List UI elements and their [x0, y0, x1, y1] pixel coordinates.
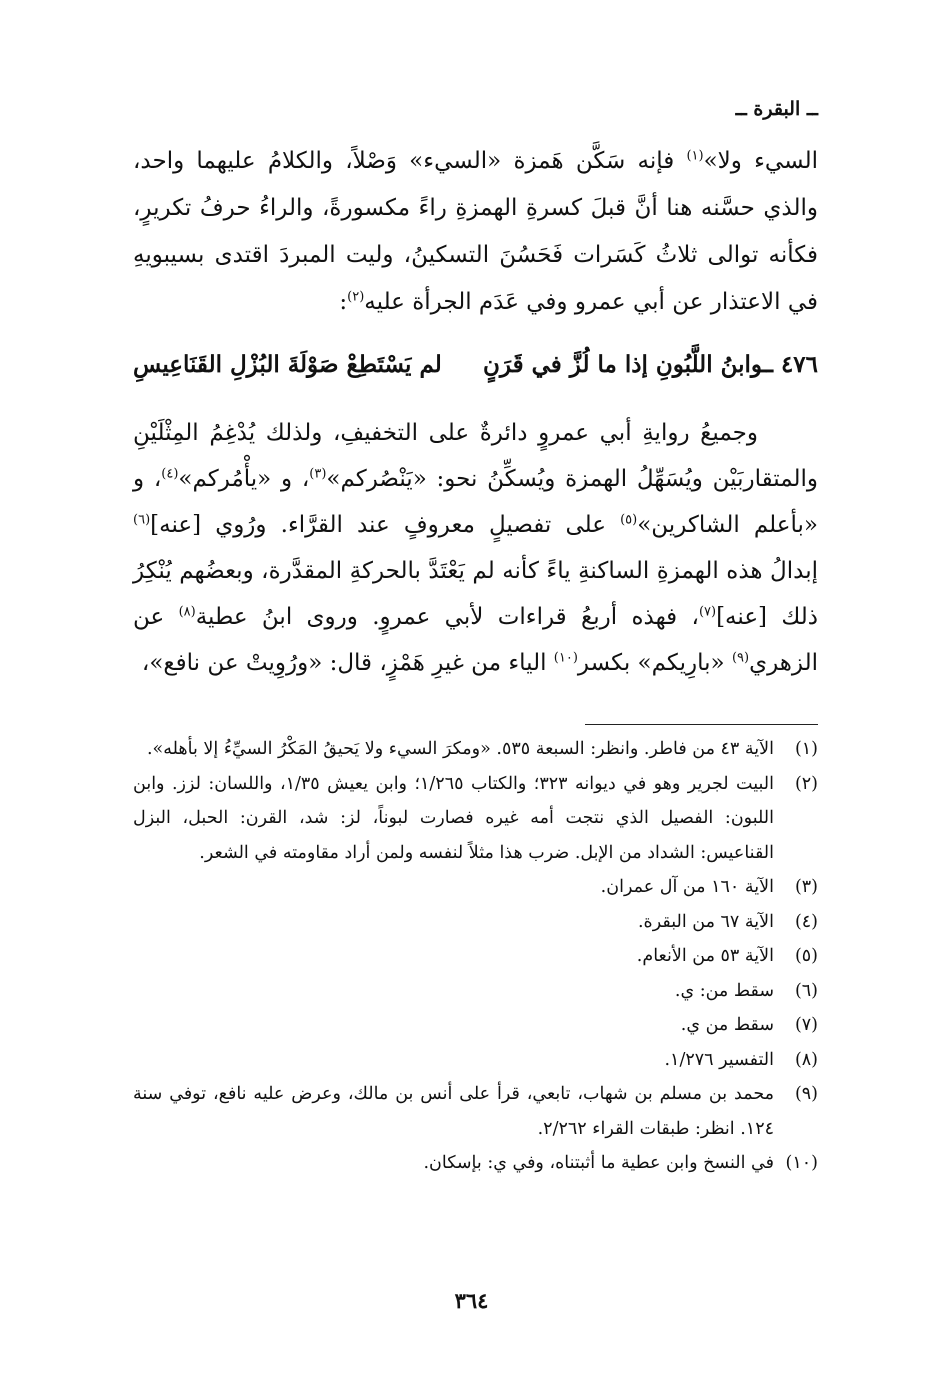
- footnote-ref-7[interactable]: (٧): [698, 604, 717, 620]
- footnote-ref-4[interactable]: (٤): [161, 466, 179, 482]
- page-number: ٣٦٤: [454, 1288, 489, 1313]
- footnote-ref-5[interactable]: (٥): [620, 512, 638, 528]
- text-run: ، فهذه أربعُ قراءات لأبي عمروٍ. وروى ابنُ عطية: [195, 604, 699, 630]
- verse-second-hemistich: لم يَسْتَطِعْ صَوْلَةَ البُزْلِ القَنَاعِيسِ: [133, 351, 442, 378]
- footnote-ref-2[interactable]: (٢): [347, 289, 365, 305]
- footnote-ref-8[interactable]: (٨): [178, 604, 196, 620]
- footnote-number: (٧): [794, 1015, 818, 1035]
- footnote-separator: [585, 724, 818, 725]
- footnote-text: التفسير ١/٢٧٦.: [664, 1049, 774, 1070]
- text-run: :: [339, 289, 348, 315]
- footnote-item: [133, 1043, 818, 1078]
- footnote-ref-9[interactable]: (٩): [731, 650, 750, 666]
- verse-number: ٤٧٦ ــ: [759, 351, 818, 378]
- text-run: ، و «بأعلم الشاكرين»: [133, 466, 819, 538]
- footnote-text: سقط من ي.: [680, 1015, 774, 1035]
- footnote-item: [133, 1008, 818, 1043]
- text-run: الياء من غيرِ هَمْزٍ، قال: «ورُوِيتْ عن نافع»،: [141, 650, 554, 676]
- footnote-item: [133, 1077, 818, 1146]
- running-head: ــ البقرة ــ: [735, 98, 818, 120]
- text-run: «بارِيكم» بكسر: [577, 650, 732, 676]
- text-run: إبدالُ هذه الهمزةِ الساكنةِ ياءً كأنه لم يَعْتَدَّ بالحركةِ المقدَّرة، وبعضُهم يُنْكِرُ ذلك [عنه]: [133, 558, 818, 630]
- footnote-ref-1[interactable]: (١): [686, 148, 704, 164]
- footnote-item: [133, 939, 818, 974]
- footnote-ref-3[interactable]: (٣): [309, 466, 327, 482]
- text-run: وجميعُ روايةِ أبي عمروٍ دائرةٌ على التخفيفِ، ولذلك يُدْغِمُ المِثْلَيْنِ والمتقاربَيْن ويُسَهِّلُ الهمزة ويُسكِّنُ نحو: «يَنْصُركم»: [133, 420, 818, 492]
- text-run: عن الزهري: [133, 604, 818, 676]
- footnote-item: [133, 732, 818, 767]
- footnotes-list: [133, 732, 818, 1181]
- footnote-number: (١٠): [785, 1153, 818, 1173]
- paragraph-text: [133, 410, 818, 686]
- footnote-text: الآية ٥٣ من الأنعام.: [636, 946, 774, 966]
- footnote-ref-10[interactable]: (١٠): [553, 650, 578, 666]
- footnote-number: (٣): [794, 877, 818, 897]
- footnote-item: [133, 905, 818, 940]
- commentary-paragraph: [133, 410, 818, 686]
- footnote-item: [133, 767, 818, 871]
- footnote-text: محمد بن مسلم بن شهاب، تابعي، قرأ على أنس بن مالك، وعرض عليه نافع، توفي سنة ١٢٤. انظر: طبقات القراء ٢/٢٦٢.: [133, 1084, 774, 1139]
- footnote-number: (٥): [794, 946, 818, 966]
- footnote-number: (٢): [794, 773, 818, 794]
- text-run: على تفصيلٍ معروفٍ عند القرَّاء. ورُوي [عنه]: [150, 512, 621, 538]
- footnote-number: (٤): [794, 911, 818, 932]
- footnote-text: الآية ٦٧ من البقرة.: [637, 911, 774, 932]
- footnote-text: سقط من: ي.: [674, 980, 774, 1001]
- text-run: ، و «يأْمُركم»: [178, 466, 310, 492]
- footnote-number: (٨): [794, 1049, 818, 1070]
- footnote-item: [133, 974, 818, 1009]
- footnote-ref-6[interactable]: (٦): [133, 512, 151, 528]
- footnote-number: (١): [794, 739, 818, 759]
- opening-paragraph: [133, 138, 818, 326]
- verse-first-hemistich: وابنُ اللَّبُونِ إذا ما لُزَّ في قَرَنٍ: [483, 351, 762, 378]
- footnote-number: (٩): [794, 1084, 818, 1104]
- poetry-verse: [133, 343, 818, 393]
- footnote-text: في النسخ وابن عطية ما أثبتناه، وفي ي: بإسكان.: [423, 1153, 774, 1173]
- footnote-number: (٦): [794, 980, 818, 1001]
- footnote-item: [133, 1146, 818, 1181]
- text-run: فإنه سَكَّن هَمزة «السيء» وَصْلاً، والكلامُ عليهما واحد، والذي حسَّنه هنا أنَّ قبلَ كسرةِ الهمزةِ راءً مكسورةً، والراءُ حرفُ تكريرٍ، فكأنه توالى ثلاثُ كَسَرات فَحَسُنَ التسكينُ، وليت المبردَ اقتدى بسيبويهِ في الاعتذار عن أبي عمرو وفي عَدَم الجرأة عليه: [133, 148, 818, 315]
- paragraph-text: [133, 138, 818, 326]
- footnote-text: الآية ٤٣ من فاطر. وانظر: السبعة ٥٣٥. «ومكرَ السيء ولا يَحيقُ المَكْرُ السيِّءُ إلا بأهله».: [146, 739, 774, 759]
- footnote-item: [133, 870, 818, 905]
- footnote-text: الآية ١٦٠ من آل عمران.: [600, 877, 774, 897]
- text-run: السيء ولا»: [703, 148, 818, 174]
- footnote-text: البيت لجرير وهو في ديوانه ٣٢٣؛ والكتاب ١/٢٦٥؛ وابن يعيش ١/٣٥، واللسان: لزز. وابن اللبون: الفصيل الذي نتجت أمه غيره فصارت لبوناً، لز: شد، القرن: الحبل، البزل القناعيس: الشداد من الإبل. ضرب هذا مثلاً لنفسه ولمن أراد مقاومته في الشعر.: [133, 773, 774, 863]
